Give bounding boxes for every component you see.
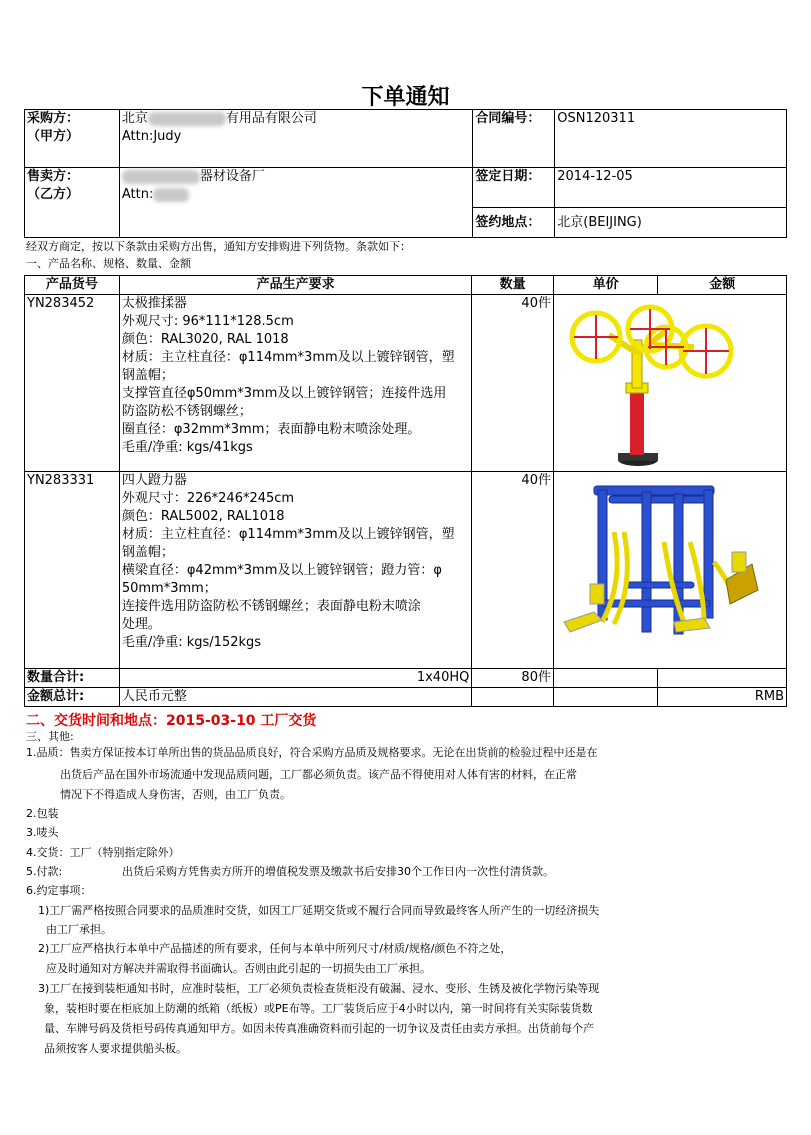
seller-label: 售卖方： （乙方） <box>25 168 120 238</box>
term-6: 6.约定事项： <box>26 884 92 897</box>
term-1-line-3: 情况下不得造成人身伤害，否则，由工厂负责。 <box>60 788 291 801</box>
clause-3-line-1: 3)工厂在接到装柜通知书时，应准时装柜，工厂必须负责检查货柜没有破漏、浸水、变形、生锈及被化学物污染等现 <box>38 982 600 995</box>
col-header-code: 产品货号 <box>25 276 120 295</box>
qty-total-label: 数量合计: <box>25 669 120 688</box>
currency: RMB <box>658 688 787 707</box>
empty-cell <box>553 688 657 707</box>
section-3-heading: 三、其他: <box>26 730 74 743</box>
contract-label: 合同编号： <box>473 110 555 168</box>
product-qty: 40件 <box>472 295 554 472</box>
clause-3-line-4: 品须按客人要求提供船头板。 <box>44 1042 187 1055</box>
clause-3-line-3: 量、车牌号码及货柜号码传真通知甲方。如因未传真准确资料而引起的一切争议及责任由卖方承担。出货前每个产 <box>44 1022 594 1035</box>
header-info-table <box>24 109 787 238</box>
table-row <box>25 669 787 688</box>
clause-1-line-2: 由工厂承担。 <box>46 923 112 936</box>
col-header-requirements: 产品生产要求 <box>119 276 472 295</box>
term-4: 4.交货：工厂（特别指定除外） <box>26 846 180 859</box>
amount-in-words: 人民币元整 <box>119 688 472 707</box>
sign-place: 北京(BEIJING) <box>555 208 787 238</box>
term-5-text: 出货后采购方凭售卖方所开的增值税发票及缴款书后安排30个工作日内一次性付清货款。 <box>122 865 554 878</box>
product-image-cell <box>553 295 786 472</box>
intro-text: 经双方商定，按以下条款由采购方出售，通知方安排购进下列货物。条款如下： <box>26 240 411 253</box>
taiji-pusher-image <box>554 295 786 471</box>
table-row <box>25 688 787 707</box>
empty-cell <box>658 669 787 688</box>
qty-total: 80件 <box>472 669 554 688</box>
amount-total-label: 金额总计: <box>25 688 120 707</box>
product-spec: 太极推揉器 外观尺寸: 96*111*128.5cm 颜色：RAL3020, RAL 1018 材质：主立柱直径：φ114mm*3mm及以上镀锌钢管，塑 钢盖帽； 支撑管直径φ50mm*3mm及以上镀锌钢管；连接件选用 防盗防松不锈钢螺丝； 圈直径：φ32mm*3mm；表面静电粉末喷涂处理。 毛重/净重: kgs/41kgs <box>119 295 472 472</box>
table-row <box>25 472 787 669</box>
sign-place-label: 签约地点： <box>473 208 555 238</box>
clause-2-line-1: 2)工厂应严格执行本单中产品描述的所有要求，任何与本单中所列尺寸/材质/规格/颜色不符之处， <box>38 942 512 955</box>
page-title: 下单通知 <box>361 85 450 110</box>
col-header-unit-price: 单价 <box>553 276 657 295</box>
sign-date-label: 签定日期： <box>473 168 555 208</box>
product-image-cell <box>553 472 786 669</box>
col-header-quantity: 数量 <box>472 276 554 295</box>
col-header-amount: 金额 <box>658 276 787 295</box>
redacted-blur <box>122 170 200 184</box>
product-code: YN283452 <box>25 295 120 472</box>
section-2-heading: 二、交货时间和地点：2015-03-10 工厂交货 <box>26 713 317 729</box>
clause-2-line-2: 应及时通知对方解决并需取得书面确认。否则由此引起的一切损失由工厂承担。 <box>46 962 431 975</box>
term-1-line-1: 1.品质：售卖方保证按本订单所出售的货品品质良好，符合采购方品质及规格要求。无论在出货前的检验过程中还是在 <box>26 746 598 759</box>
contract-number: OSN120311 <box>555 110 787 168</box>
product-code: YN283331 <box>25 472 120 669</box>
container-size: 1x40HQ <box>119 669 472 688</box>
term-1-line-2: 出货后产品在国外市场流通中发现品质问题，工厂都必须负责。该产品不得使用对人体有害的材料，在正常 <box>60 768 577 781</box>
buyer-label: 采购方： （甲方） <box>25 110 120 168</box>
buyer-info: 北京 有用品有限公司 Attn:Judy <box>119 110 472 168</box>
table-row <box>25 295 787 472</box>
product-table <box>24 275 787 707</box>
term-3: 3.唛头 <box>26 826 59 839</box>
four-person-leg-press-image <box>554 472 786 668</box>
empty-cell <box>553 669 657 688</box>
clause-3-line-2: 象，装柜时要在柜底加上防潮的纸箱（纸板）或PE布等。工厂装货后应于4小时以内，第一时间将有关实际装货数 <box>44 1002 593 1015</box>
section-1-heading: 一、产品名称、规格、数量、金额 <box>26 257 191 270</box>
seller-info: 器材设备厂 Attn: <box>119 168 472 238</box>
empty-cell <box>472 688 554 707</box>
redacted-blur <box>148 112 226 126</box>
term-2: 2.包装 <box>26 807 59 820</box>
term-5-label: 5.付款: <box>26 865 63 878</box>
sign-date: 2014-12-05 <box>555 168 787 208</box>
redacted-blur <box>153 188 189 202</box>
product-qty: 40件 <box>472 472 554 669</box>
clause-1-line-1: 1)工厂需严格按照合同要求的品质准时交货，如因工厂延期交货或不履行合同而导致最终客人所产生的一切经济损失 <box>38 904 600 917</box>
product-spec: 四人蹬力器 外观尺寸：226*246*245cm 颜色：RAL5002, RAL1018 材质：主立柱直径：φ114mm*3mm及以上镀锌钢管，塑 钢盖帽； 横梁直径：φ42mm*3mm及以上镀锌钢管；蹬力管：φ 50mm*3mm； 连接件选用防盗防松不锈钢螺丝；表面静电粉末喷涂 处理。 毛重/净重: kgs/152kgs <box>119 472 472 669</box>
